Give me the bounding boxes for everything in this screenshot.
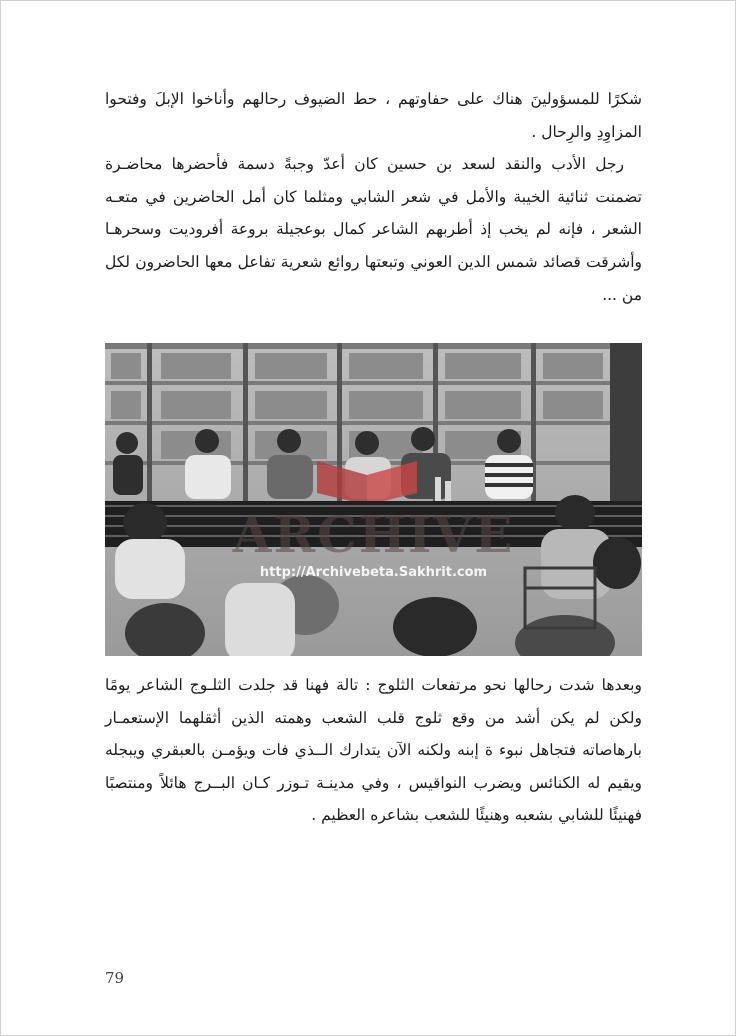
conference-photo	[105, 343, 642, 656]
top-text-block	[105, 83, 642, 311]
watermark-title: ARCHIVE	[232, 505, 515, 564]
paragraph-1: شكرًا للمسؤولينَ هناك على حفاوتهم ، حط الضيوف رحالهم وأناخوا الإبلَ وفتحوا المزاوِدِ والرِحال .	[105, 90, 642, 141]
paragraph-2: رجل الأدب والنقد لسعد بن حسين كان أعدّ وجبةً دسمة فأحضرها محاضـرة تضمنت ثنائية الخيبة والأمل في شعر الشابي ومثلما كان أمل الحاضرين في متعـه الشعر ، فإنه لم يخب إذ أطربهم الشاعر كمال بوعجيلة بروعة أفروديت وسحرهـا وأشرقت قصائد شمس الدين العوني وتبعتها روائع شعرية تفاعل معها الحاضرون لكل من ...	[105, 155, 642, 304]
photo-illustration	[105, 343, 642, 656]
bottom-text-block	[105, 669, 642, 832]
paragraph-3: وبعدها شدت رحالها نحو مرتفعات الثلوج : تالة فهنا قد جلدت الثلـوج الشاعر يومًا ولكن لم يكن أشد من وقع ثلوج قلب الشعب وهمته الذين أثقلهما الإستعمـار بارهاصاته فتجاهل نبوء ة إبنه ولكنه الآن يتدارك الــذي فات ويؤمـن بالعبقري ويبجله ويقيم له الكنائس ويضرب النواقيس ، وفي مدينـة تـوزر كـان البــرج هائلاً ومنتصبًا فهنيئًا للشابي بشعبه وهنيئًا للشعب بشاعره العظيم .	[105, 676, 642, 825]
page-number: 79	[105, 969, 125, 987]
watermark-url: http://Archivebeta.Sakhrit.com	[259, 565, 488, 580]
